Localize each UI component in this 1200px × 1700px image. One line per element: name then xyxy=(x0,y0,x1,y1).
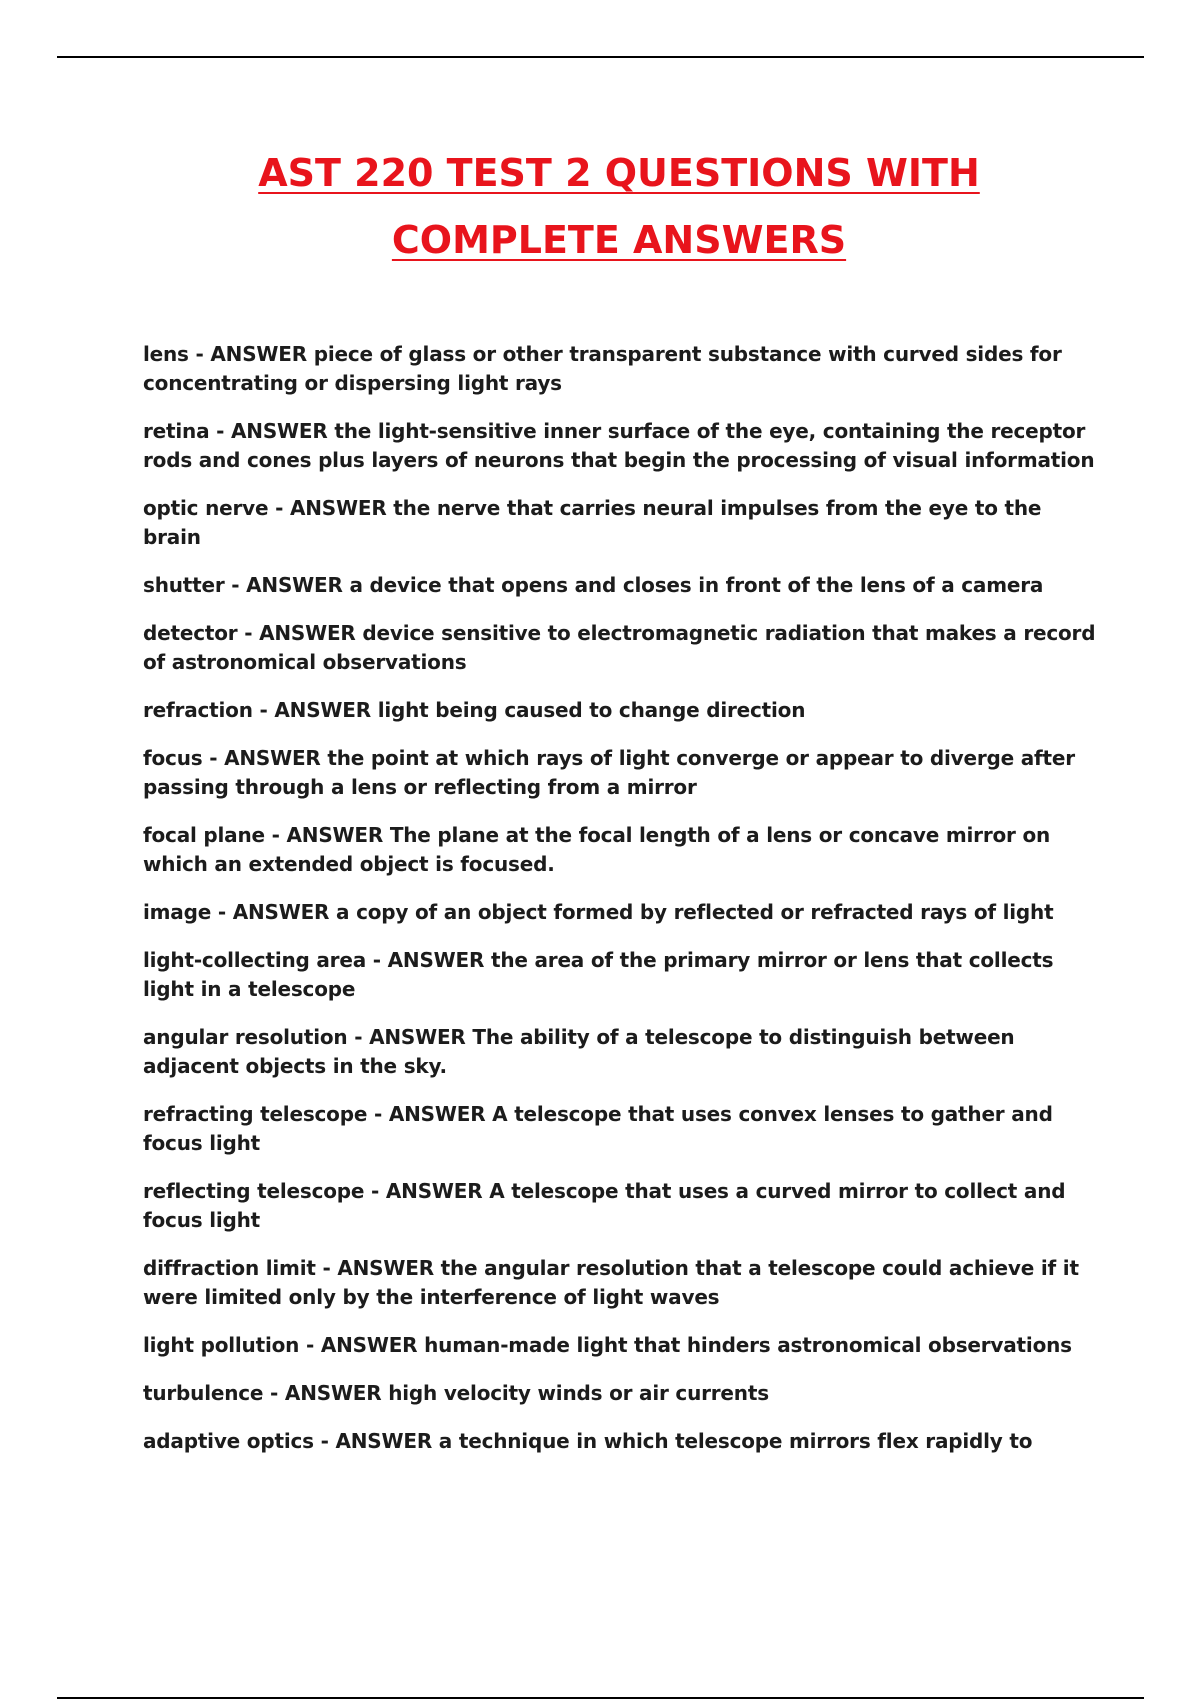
qa-separator: - ANSWER xyxy=(264,823,390,847)
qa-answer: a copy of an object formed by reflected or refracted rays of light xyxy=(336,900,1054,924)
qa-answer: device sensitive to electromagnetic radiation that makes a record of astronomical observations xyxy=(143,621,1096,674)
qa-answer: piece of glass or other transparent substance with curved sides for concentrating or dispersing light rays xyxy=(143,342,1062,395)
qa-separator: - ANSWER xyxy=(252,698,378,722)
qa-term: lens xyxy=(143,342,189,366)
qa-entry xyxy=(143,696,1098,725)
qa-answer: the point at which rays of light converge or appear to diverge after passing through a lens or reflecting from a mirror xyxy=(143,746,1075,799)
qa-term: turbulence xyxy=(143,1381,264,1405)
qa-separator: - ANSWER xyxy=(202,746,328,770)
qa-answer: the light-sensitive inner surface of the eye, containing the receptor rods and cones plus layers of neurons that begin the processing of visual information xyxy=(143,419,1095,472)
bottom-rule xyxy=(57,1697,1144,1699)
top-rule xyxy=(57,56,1144,58)
qa-entry xyxy=(143,619,1098,677)
qa-answer: light being caused to change direction xyxy=(377,698,806,722)
qa-term: refracting telescope xyxy=(143,1102,368,1126)
qa-separator: - ANSWER xyxy=(315,1256,441,1280)
qa-term: adaptive optics xyxy=(143,1429,314,1453)
qa-entry xyxy=(143,340,1098,398)
qa-term: optic nerve xyxy=(143,496,269,520)
qa-term: image xyxy=(143,900,212,924)
qa-answer: a device that opens and closes in front of the lens of a camera xyxy=(349,573,1044,597)
qa-answer: A telescope that uses convex lenses to gather and focus light xyxy=(143,1102,1053,1155)
qa-entry xyxy=(143,1379,1098,1408)
qa-term: focal plane xyxy=(143,823,265,847)
qa-list xyxy=(143,340,1098,1475)
title-line-1: AST 220 TEST 2 QUESTIONS WITH xyxy=(258,151,980,195)
qa-separator: - ANSWER xyxy=(299,1333,425,1357)
qa-entry xyxy=(143,1331,1098,1360)
qa-answer: the angular resolution that a telescope could achieve if it were limited only by the interference of light waves xyxy=(143,1256,1079,1309)
qa-separator: - ANSWER xyxy=(367,1102,493,1126)
qa-answer: high velocity winds or air currents xyxy=(388,1381,769,1405)
qa-answer: A telescope that uses a curved mirror to collect and focus light xyxy=(143,1179,1066,1232)
qa-entry xyxy=(143,417,1098,475)
qa-entry xyxy=(143,1100,1098,1158)
qa-entry xyxy=(143,494,1098,552)
qa-entry xyxy=(143,946,1098,1004)
qa-separator: - ANSWER xyxy=(224,573,350,597)
qa-separator: - ANSWER xyxy=(211,900,337,924)
qa-answer: the area of the primary mirror or lens that collects light in a telescope xyxy=(143,948,1054,1001)
qa-separator: - ANSWER xyxy=(237,621,363,645)
page-title xyxy=(0,140,1200,274)
qa-separator: - ANSWER xyxy=(263,1381,389,1405)
qa-separator: - ANSWER xyxy=(313,1429,439,1453)
qa-term: refraction xyxy=(143,698,253,722)
qa-separator: - ANSWER xyxy=(364,1179,490,1203)
qa-answer: human-made light that hinders astronomical observations xyxy=(424,1333,1072,1357)
qa-term: light-collecting area xyxy=(143,948,367,972)
qa-entry xyxy=(143,744,1098,802)
qa-term: light pollution xyxy=(143,1333,300,1357)
qa-term: reflecting telescope xyxy=(143,1179,365,1203)
qa-entry xyxy=(143,821,1098,879)
qa-entry xyxy=(143,898,1098,927)
qa-answer: the nerve that carries neural impulses from the eye to the brain xyxy=(143,496,1042,549)
qa-term: diffraction limit xyxy=(143,1256,316,1280)
qa-separator: - ANSWER xyxy=(188,342,314,366)
qa-entry xyxy=(143,1023,1098,1081)
qa-separator: - ANSWER xyxy=(268,496,394,520)
qa-entry xyxy=(143,571,1098,600)
qa-entry xyxy=(143,1427,1098,1456)
qa-separator: - ANSWER xyxy=(347,1025,473,1049)
qa-answer: a technique in which telescope mirrors flex rapidly to xyxy=(438,1429,1033,1453)
qa-term: shutter xyxy=(143,573,225,597)
qa-term: focus xyxy=(143,746,203,770)
qa-answer: The ability of a telescope to distinguish between adjacent objects in the sky. xyxy=(143,1025,1015,1078)
qa-term: detector xyxy=(143,621,238,645)
qa-entry xyxy=(143,1254,1098,1312)
qa-term: angular resolution xyxy=(143,1025,348,1049)
qa-separator: - ANSWER xyxy=(366,948,491,972)
qa-term: retina xyxy=(143,419,210,443)
qa-answer: The plane at the focal length of a lens or concave mirror on which an extended object is focused. xyxy=(143,823,1051,876)
qa-entry xyxy=(143,1177,1098,1235)
qa-separator: - ANSWER xyxy=(209,419,335,443)
title-line-2: COMPLETE ANSWERS xyxy=(391,218,847,262)
